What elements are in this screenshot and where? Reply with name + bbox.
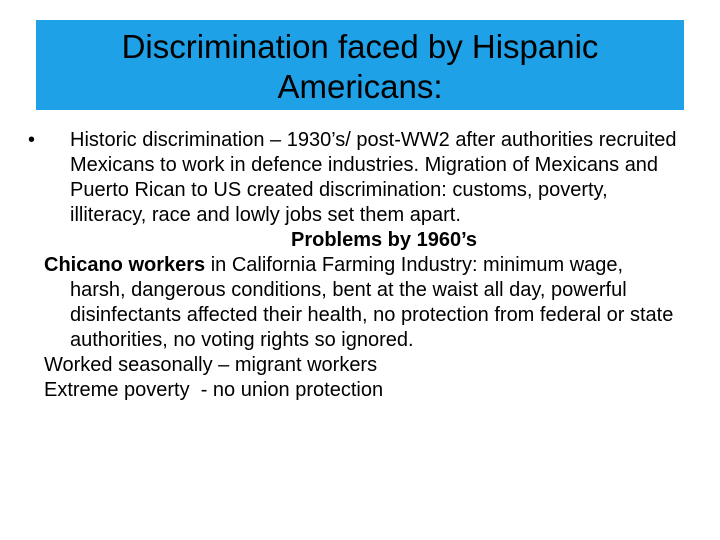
poverty-line: Extreme poverty - no union protection (44, 379, 384, 401)
chicano-text: in California Farming Industry: minimum wage, harsh, dangerous conditions, bent at the waist all day, powerful disinfectants affected their health, no protection from federal or state authorities, no voting rights so ignored. (70, 254, 674, 351)
section-heading: Problems by 1960’s (290, 229, 478, 251)
chicano-lead: Chicano workers (44, 254, 206, 276)
bullet-item-historic (28, 128, 684, 228)
slide-title: Discrimination faced by Hispanic Americans: (121, 28, 599, 105)
bullet-icon: • (28, 129, 36, 151)
chicano-paragraph (44, 253, 684, 353)
seasonal-line: Worked seasonally – migrant workers (44, 354, 378, 376)
slide-body (28, 128, 684, 403)
bullet-item-text: Historic discrimination – 1930’s/ post-WW2 after authorities recruited Mexicans to work in defence industries. Migration of Mexicans and Puerto Rican to US created discrimination: customs, poverty, illiteracy, race and lowly jobs set them apart. (70, 129, 677, 226)
title-banner (36, 20, 684, 110)
